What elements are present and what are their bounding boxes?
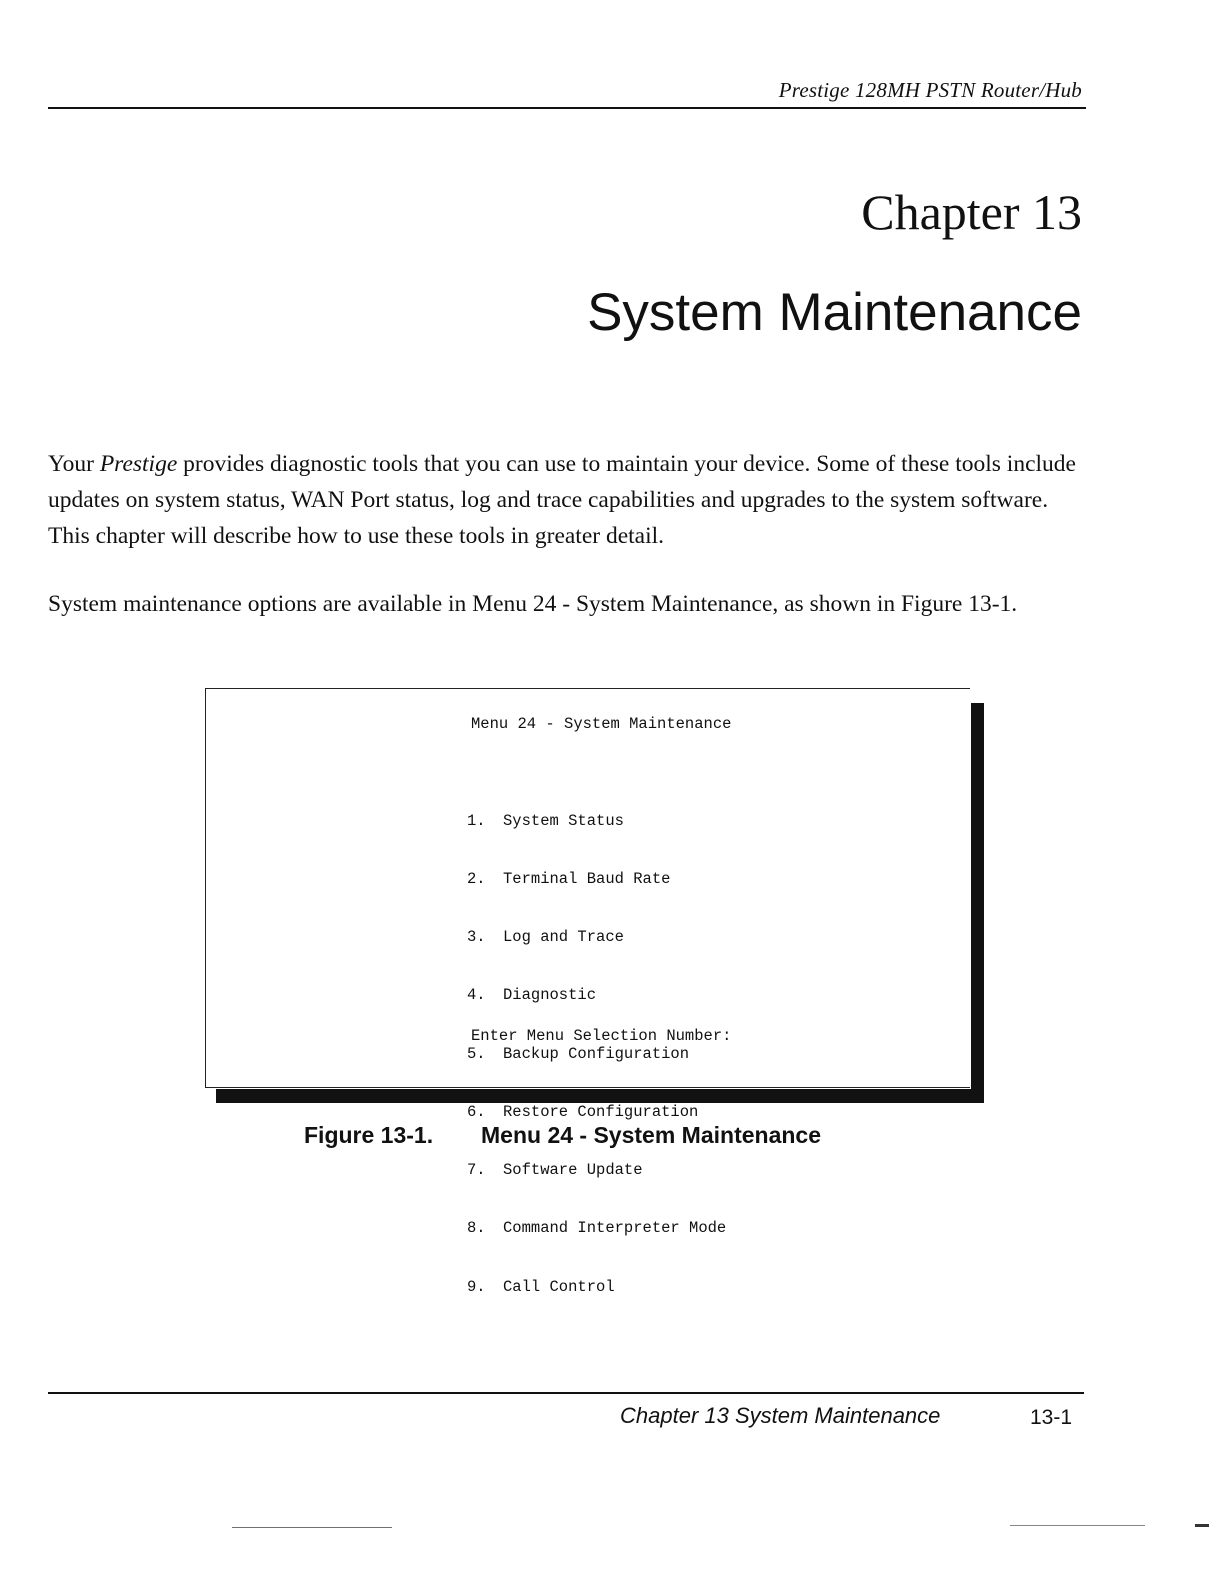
menu-item-label: Terminal Baud Rate	[503, 870, 671, 889]
product-name-emphasis: Prestige	[99, 451, 178, 477]
running-header: Prestige 128MH PSTN Router/Hub	[778, 78, 1082, 102]
menu-item-number: 9.	[467, 1277, 486, 1296]
page-number: 13-1	[1030, 1406, 1073, 1429]
menu-item-call-control	[467, 1278, 726, 1297]
menu-item-backup-configuration	[467, 1045, 726, 1064]
menu-item-label: Restore Configuration	[503, 1102, 699, 1121]
menu-item-system-status	[467, 812, 726, 831]
menu-item-log-and-trace	[467, 928, 726, 947]
menu-item-restore-configuration	[467, 1103, 726, 1122]
terminal-shadow-right	[971, 703, 984, 1103]
menu-item-number: 4.	[467, 986, 486, 1005]
menu-item-label: Call Control	[503, 1277, 615, 1296]
menu-selection-prompt: Enter Menu Selection Number:	[471, 1027, 732, 1045]
menu-item-number: 2.	[467, 870, 486, 889]
scan-artifact-line	[232, 1527, 392, 1528]
menu-item-number: 7.	[467, 1161, 486, 1180]
footer-rule	[48, 1392, 1084, 1394]
menu-item-label: Diagnostic	[503, 986, 597, 1005]
scan-artifact-line	[1010, 1525, 1145, 1526]
chapter-number: Chapter 13	[861, 184, 1082, 240]
menu-item-label: System Status	[503, 811, 624, 830]
menu-item-number: 3.	[467, 928, 486, 947]
header-rule	[48, 107, 1086, 109]
terminal-menu-title: Menu 24 - System Maintenance	[471, 715, 732, 733]
menu-item-label: Command Interpreter Mode	[503, 1219, 727, 1238]
menu-item-label: Backup Configuration	[503, 1044, 690, 1063]
menu-reference-paragraph: System maintenance options are available in Menu 24 - System Maintenance, as shown in Figure 13-1.	[48, 591, 1018, 617]
menu-item-label: Software Update	[503, 1161, 643, 1180]
menu-options-list	[467, 773, 726, 1336]
intro-text-rest: provides diagnostic tools that you can use to maintain your device. Some of these tools include updates on system status, WAN Port status, log and trace capabilities and upgrades to the system software. This chapter will describe how to use these tools in greater detail.	[48, 451, 1076, 549]
chapter-title: System Maintenance	[587, 283, 1082, 342]
menu-item-number: 8.	[467, 1219, 486, 1238]
menu-item-diagnostic	[467, 986, 726, 1005]
figure-label: Figure 13-1.	[304, 1122, 434, 1148]
scan-artifact-line	[1195, 1524, 1209, 1527]
menu-item-terminal-baud-rate	[467, 870, 726, 889]
menu-item-command-interpreter-mode	[467, 1219, 726, 1238]
menu-item-label: Log and Trace	[503, 928, 624, 947]
menu-item-software-update	[467, 1161, 726, 1180]
intro-text-start: Your	[48, 451, 100, 477]
figure-caption-text: Menu 24 - System Maintenance	[481, 1122, 821, 1148]
terminal-content	[467, 689, 732, 1296]
menu-item-number: 5.	[467, 1044, 486, 1063]
menu-item-number: 6.	[467, 1102, 486, 1121]
intro-paragraph	[48, 446, 1088, 554]
footer-chapter-title: Chapter 13 System Maintenance	[620, 1403, 941, 1428]
menu-item-number: 1.	[467, 811, 486, 830]
figure-caption	[304, 1122, 821, 1149]
